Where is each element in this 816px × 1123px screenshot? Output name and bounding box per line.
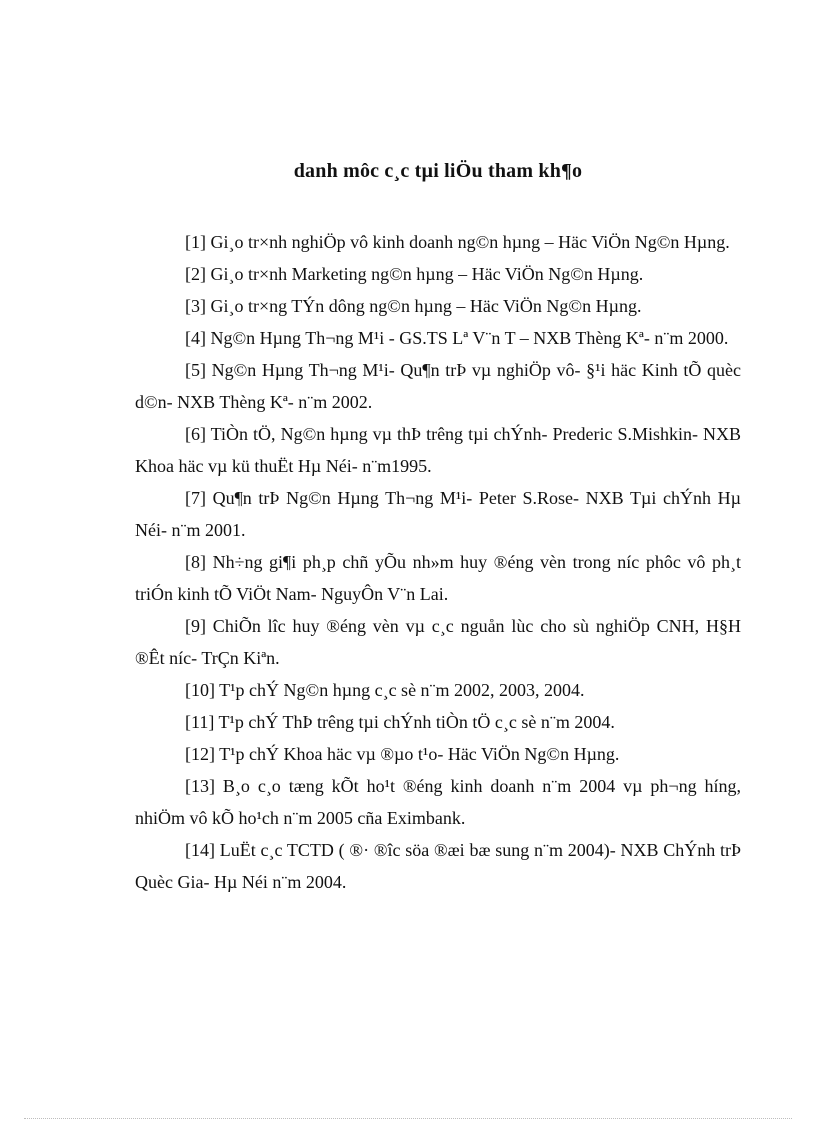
reference-item: [1] Gi¸o tr×nh nghiÖp vô kinh doanh ng©n hµng – Häc ViÖn Ng©n Hµng. [185,232,730,252]
reference-item: [12] T¹p chÝ Khoa häc vµ ®µo t¹o- Häc ViÖn Ng©n Hµng. [185,744,620,764]
reference-item: [6] TiÒn tÖ, Ng©n hµng vµ thÞ trêng tµi chÝnh- Prederic S.Mishkin- NXB Khoa häc vµ kü thuËt Hµ Néi- n¨m1995. [135,424,741,476]
reference-item: [13] B¸o c¸o tæng kÕt ho¹t ®éng kinh doanh n¨m 2004 vµ ph¬ng híng, nhiÖm vô kÕ ho¹ch n¨m 2005 cña Eximbank. [135,776,741,828]
reference-item: [7] Qu¶n trÞ Ng©n Hµng Th¬ng M¹i- Peter S.Rose- NXB Tµi chÝnh Hµ Néi- n¨m 2001. [135,488,741,540]
reference-item: [5] Ng©n Hµng Th¬ng M¹i- Qu¶n trÞ vµ nghiÖp vô- §¹i häc Kinh tÕ quèc d©n- NXB Thèng Kª- n¨m 2002. [135,360,741,412]
reference-item: [4] Ng©n Hµng Th¬ng M¹i - GS.TS Lª V¨n T – NXB Thèng Kª- n¨m 2000. [185,328,729,348]
reference-item: [8] Nh÷ng gi¶i ph¸p chñ yÕu nh»m huy ®éng vèn trong níc phôc vô ph¸t triÓn kinh tÕ ViÖt Nam- NguyÔn V¨n Lai. [135,552,741,604]
reference-item: [10] T¹p chÝ Ng©n hµng c¸c sè n¨m 2002, 2003, 2004. [185,680,585,700]
reference-item: [14] LuËt c¸c TCTD ( ®· ®îc söa ®æi bæ sung n¨m 2004)- NXB ChÝnh trÞ Quèc Gia- Hµ Néi n¨m 2004. [135,840,741,892]
reference-item: [11] T¹p chÝ ThÞ trêng tµi chÝnh tiÒn tÖ c¸c sè n¨m 2004. [185,712,615,732]
page-bottom-divider [24,1118,792,1119]
page-title: danh môc c¸c tµi liÖu tham kh¶o [293,160,583,182]
reference-item: [9] ChiÕn lîc huy ®éng vèn vµ c¸c nguån lùc cho sù nghiÖp CNH, H§H ®Êt níc- TrÇn Kiªn. [135,616,741,668]
reference-item: [3] Gi¸o tr×ng TÝn dông ng©n hµng – Häc ViÖn Ng©n Hµng. [185,296,642,316]
reference-item: [2] Gi¸o tr×nh Marketing ng©n hµng – Häc ViÖn Ng©n Hµng. [185,264,644,284]
reference-list [135,226,741,898]
